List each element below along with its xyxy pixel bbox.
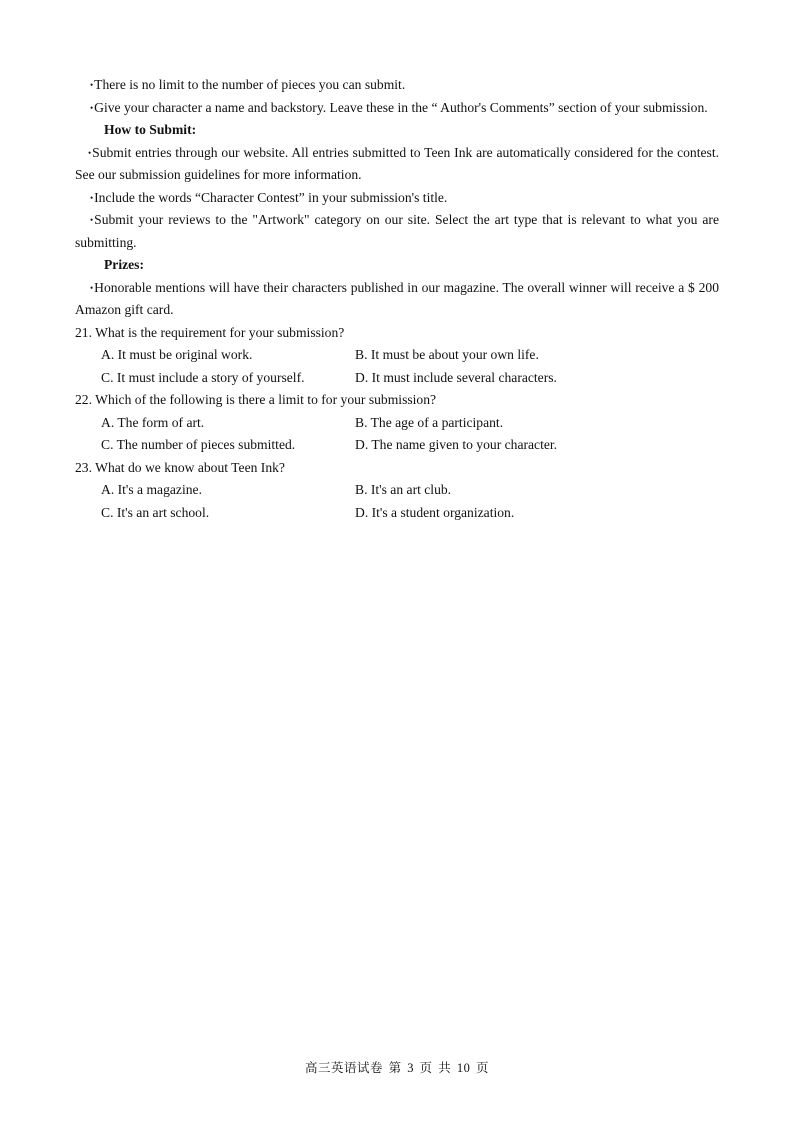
option-b: B. It must be about your own life. (355, 347, 539, 362)
rule-item (75, 97, 719, 120)
option-row (75, 367, 719, 390)
rule-text: Give your character a name and backstory. Leave these in the “ Author's Comments” section of your submission. (94, 99, 708, 115)
question-stem: 21. What is the requirement for your submission? (75, 324, 345, 340)
how-to-submit-heading: How to Submit: (104, 122, 197, 137)
prizes-heading: Prizes: (104, 257, 144, 272)
prize-text: Honorable mentions will have their characters published in our magazine. The overall winner will receive a $ 200 Amazon gift card. (75, 279, 719, 317)
option-row (75, 479, 719, 502)
submit-item (75, 142, 719, 187)
question-stem: 23. What do we know about Teen Ink? (75, 459, 285, 475)
question-stem: 22. Which of the following is there a limit to for your submission? (75, 392, 437, 407)
option-row (75, 502, 719, 525)
option-row (75, 434, 719, 457)
option-d: D. It's a student organization. (355, 504, 515, 520)
submit-text: Submit your reviews to the "Artwork" category on our site. Select the art type that is relevant to what you are submitting. (75, 212, 719, 250)
option-row (75, 412, 719, 435)
submit-text: Include the words “Character Contest” in your submission's title. (94, 189, 448, 205)
option-d: D. The name given to your character. (355, 437, 558, 452)
bullet-icon: • (88, 147, 92, 158)
option-row (75, 344, 719, 367)
rule-item (75, 74, 719, 97)
bullet-icon: • (90, 192, 94, 203)
submit-item (75, 209, 719, 254)
page-content (75, 74, 719, 524)
submit-text: Submit entries through our website. All entries submitted to Teen Ink are automatically considered for the contest. See our submission guidelines for more information. (75, 144, 719, 182)
option-c: C. The number of pieces submitted. (101, 437, 296, 452)
prize-item (75, 277, 719, 322)
option-a: A. The form of art. (101, 414, 205, 430)
submit-item (75, 187, 719, 210)
page-footer: 高三英语试卷 第 3 页 共 10 页 (304, 1061, 489, 1075)
option-c: C. It's an art school. (101, 504, 210, 520)
bullet-icon: • (90, 282, 94, 293)
option-c: C. It must include a story of yourself. (101, 369, 305, 385)
option-d: D. It must include several characters. (355, 369, 557, 385)
option-a: A. It must be original work. (101, 347, 253, 362)
bullet-icon: • (90, 215, 94, 225)
option-a: A. It's a magazine. (101, 482, 202, 497)
bullet-icon: • (90, 80, 94, 90)
option-b: B. The age of a participant. (355, 414, 504, 430)
rule-text: There is no limit to the number of pieces you can submit. (94, 77, 406, 92)
option-b: B. It's an art club. (355, 482, 452, 497)
bullet-icon: • (90, 102, 94, 113)
